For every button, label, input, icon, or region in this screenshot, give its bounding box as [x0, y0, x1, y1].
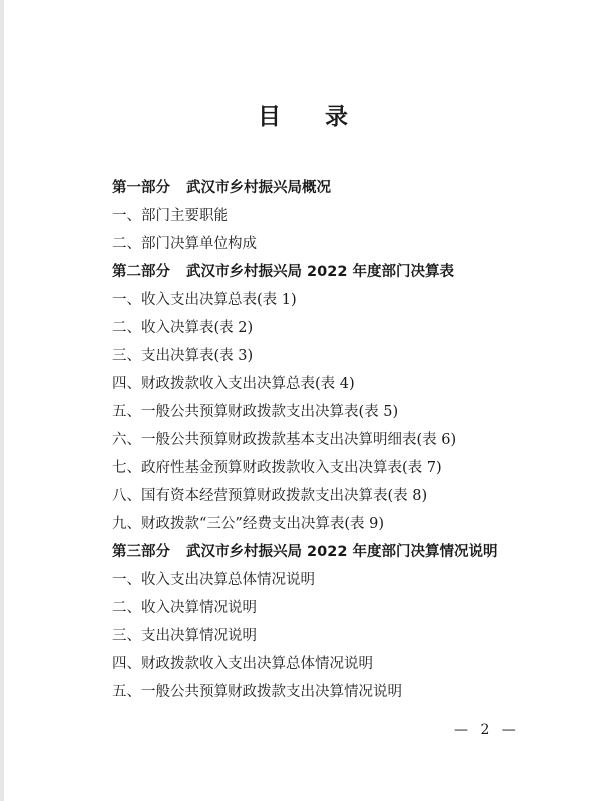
- toc-item[interactable]: 五、一般公共预算财政拨款支出决算表(表 5): [112, 404, 399, 420]
- page-number: — 2 —: [454, 722, 520, 738]
- toc-item[interactable]: 九、财政拨款“三公”经费支出决算表(表 9): [112, 516, 384, 532]
- table-of-contents: [112, 174, 582, 706]
- toc-part-3[interactable]: [112, 538, 582, 566]
- toc-part-label: 第二部分: [112, 264, 170, 280]
- toc-item[interactable]: 三、支出决算表(表 3): [112, 348, 254, 364]
- toc-item[interactable]: 五、一般公共预算财政拨款支出决算情况说明: [112, 684, 402, 700]
- toc-part-text: 武汉市乡村振兴局 2022 年度部门决算表: [186, 264, 454, 280]
- toc-item[interactable]: 二、收入决算情况说明: [112, 600, 257, 616]
- toc-item[interactable]: 二、部门决算单位构成: [112, 236, 257, 252]
- toc-item[interactable]: 四、财政拨款收入支出决算总表(表 4): [112, 376, 355, 392]
- toc-part-label: 第一部分: [112, 180, 170, 196]
- toc-item[interactable]: 四、财政拨款收入支出决算总体情况说明: [112, 656, 373, 672]
- toc-part-text: 武汉市乡村振兴局 2022 年度部门决算情况说明: [186, 544, 498, 560]
- toc-item[interactable]: 三、支出决算情况说明: [112, 628, 257, 644]
- toc-item[interactable]: 六、一般公共预算财政拨款基本支出决算明细表(表 6): [112, 432, 457, 448]
- toc-item[interactable]: 八、国有资本经营预算财政拨款支出决算表(表 8): [112, 488, 428, 504]
- toc-part-label: 第三部分: [112, 544, 170, 560]
- toc-part-2[interactable]: [112, 258, 582, 286]
- toc-item[interactable]: 一、收入支出决算总表(表 1): [112, 292, 297, 308]
- toc-item[interactable]: 七、政府性基金预算财政拨款收入支出决算表(表 7): [112, 460, 442, 476]
- page-title: 目录: [258, 103, 392, 130]
- toc-part-1[interactable]: [112, 174, 582, 202]
- toc-part-text: 武汉市乡村振兴局概况: [186, 180, 331, 196]
- toc-item[interactable]: 二、收入决算表(表 2): [112, 320, 254, 336]
- toc-item[interactable]: 一、收入支出决算总体情况说明: [112, 572, 315, 588]
- toc-item[interactable]: 一、部门主要职能: [112, 208, 228, 224]
